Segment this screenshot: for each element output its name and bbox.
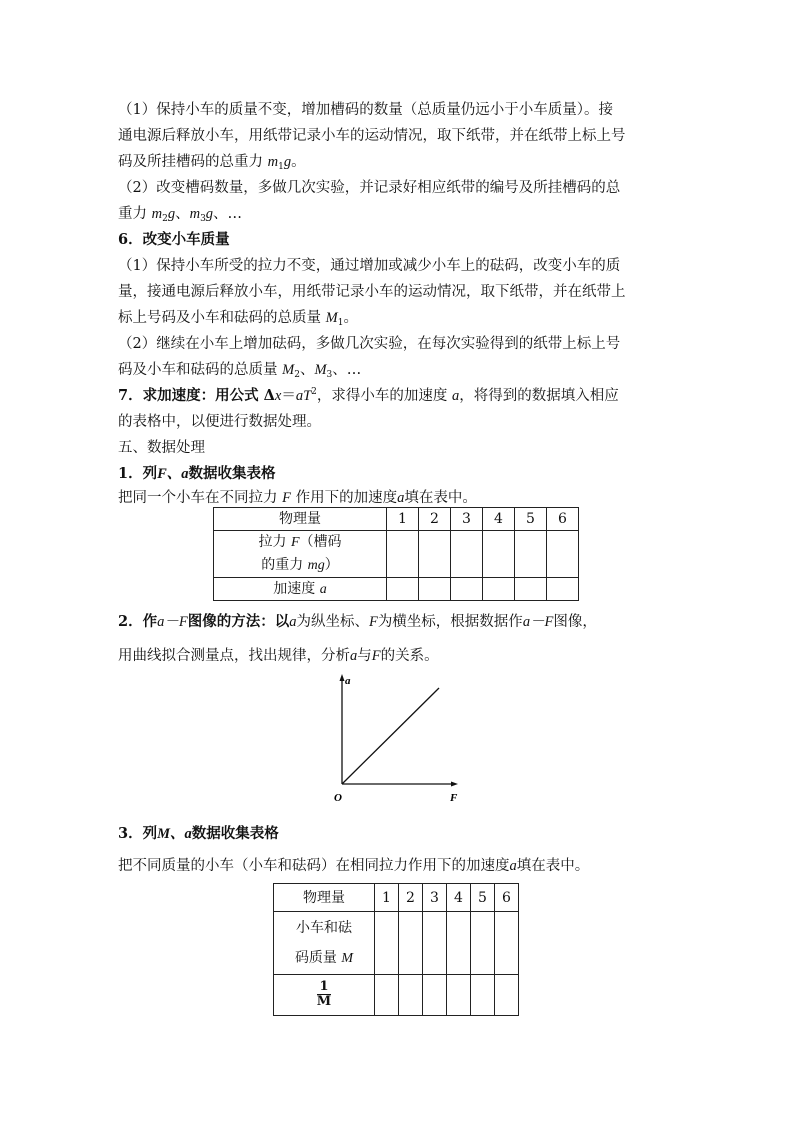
part2-line2: 用曲线拟合测量点，找出规律，分析a与F的关系。 (118, 648, 439, 664)
x-axis-label: F (450, 792, 458, 804)
x-axis-arrow-icon (451, 782, 458, 787)
table-row (274, 975, 519, 1016)
table-cell (515, 531, 547, 578)
table-cell (447, 912, 471, 975)
mass-acceleration-table (273, 883, 519, 1016)
part2-line1: 2．作a－F图像的方法：以a为纵坐标、F为横坐标，根据数据作a－F图像， (118, 613, 597, 630)
table-header-cell: 5 (471, 884, 495, 912)
step6-2-line1: （2）继续在小车上增加砝码，多做几次实验，在每次实验得到的纸带上标上号 (118, 336, 621, 352)
step6-heading: 6．改变小车质量 (118, 231, 230, 248)
inverse-mass-fraction: $\frac{1}{M}$ (316, 978, 332, 1009)
table-header-cell: 1 (387, 508, 419, 531)
table-header-cell: 6 (495, 884, 519, 912)
origin-label: O (334, 792, 342, 804)
table-header-cell: 物理量 (214, 508, 387, 531)
table-cell (423, 912, 447, 975)
table-cell (387, 578, 419, 601)
table-cell (419, 578, 451, 601)
step7-line1: 7．求加速度：用公式 $\Delta x=aT^2$，求得小车的加速度 a，将得到的数据填入相应 (118, 387, 619, 404)
table-cell (375, 975, 399, 1016)
step7-line2: 的表格中，以便进行数据处理。 (118, 414, 321, 430)
table-header-cell: 物理量 (274, 884, 375, 912)
table-header-row (274, 884, 519, 912)
step5-2-line1: （2）改变槽码数量，多做几次实验，并记录好相应纸带的编号及所挂槽码的总 (118, 180, 621, 196)
part1-heading: 1．列F、a数据收集表格 (118, 465, 276, 482)
part1-description: 把同一个小车在不同拉力 F 作用下的加速度a填在表中。 (118, 490, 477, 506)
table-header-cell: 3 (423, 884, 447, 912)
table-header-cell: 4 (447, 884, 471, 912)
section5-title: 五、数据处理 (118, 440, 205, 456)
table-header-cell: 3 (451, 508, 483, 531)
mass-label-cell: 小车和砝 码质量 M (274, 912, 375, 975)
table-cell (471, 975, 495, 1016)
step5-1-line3: 码及所挂槽码的总重力 $m_1g$。 (118, 154, 306, 172)
table-cell (483, 578, 515, 601)
table-cell (515, 578, 547, 601)
proportional-line (342, 688, 439, 784)
step6-1-line2: 量，接通电源后释放小车，用纸带记录小车的运动情况，取下纸带，并在纸带上 (118, 284, 626, 300)
table-cell (451, 531, 483, 578)
table-row (214, 578, 579, 601)
table-cell (399, 912, 423, 975)
part3-heading: 3．列M、a数据收集表格 (118, 825, 279, 842)
table-row (274, 912, 519, 975)
step6-2-line2: 码及小车和砝码的总质量 $M_2$、$M_3$、… (118, 362, 362, 380)
table-cell (447, 975, 471, 1016)
table-header-cell: 5 (515, 508, 547, 531)
table-header-cell: 4 (483, 508, 515, 531)
table-cell (495, 975, 519, 1016)
y-axis-label: a (345, 675, 351, 687)
step5-1-line2: 通电源后释放小车，用纸带记录小车的运动情况，取下纸带，并在纸带上标上号 (118, 128, 626, 144)
table-cell (547, 531, 579, 578)
table-cell (451, 578, 483, 601)
table-header-cell: 2 (399, 884, 423, 912)
table-header-row (214, 508, 579, 531)
table-cell (547, 578, 579, 601)
table-header-cell: 1 (375, 884, 399, 912)
step6-1-line3: 标上号码及小车和砝码的总质量 $M_1$。 (118, 310, 358, 328)
inverse-mass-label-cell (274, 975, 375, 1016)
part3-description: 把不同质量的小车（小车和砝码）在相同拉力作用下的加速度a填在表中。 (118, 858, 590, 874)
force-label-cell: 拉力 F（槽码 的重力 mg） (214, 531, 387, 578)
step5-1-line1: （1）保持小车的质量不变，增加槽码的数量（总质量仍远小于小车质量）。接 (118, 102, 613, 118)
table-header-cell: 2 (419, 508, 451, 531)
table-row (214, 531, 579, 578)
table-cell (495, 912, 519, 975)
y-axis-arrow-icon (340, 674, 345, 681)
force-acceleration-table (213, 507, 579, 601)
a-F-graph (326, 670, 466, 810)
table-cell (387, 531, 419, 578)
table-cell (419, 531, 451, 578)
step6-1-line1: （1）保持小车所受的拉力不变，通过增加或减少小车上的砝码，改变小车的质 (118, 258, 621, 274)
table-cell (483, 531, 515, 578)
table-header-cell: 6 (547, 508, 579, 531)
table-cell (399, 975, 423, 1016)
acceleration-label-cell: 加速度 a (214, 578, 387, 601)
table-cell (423, 975, 447, 1016)
table-cell (471, 912, 495, 975)
table-cell (375, 912, 399, 975)
step5-2-line2: 重力 $m_2g$、$m_3g$、… (118, 206, 243, 224)
